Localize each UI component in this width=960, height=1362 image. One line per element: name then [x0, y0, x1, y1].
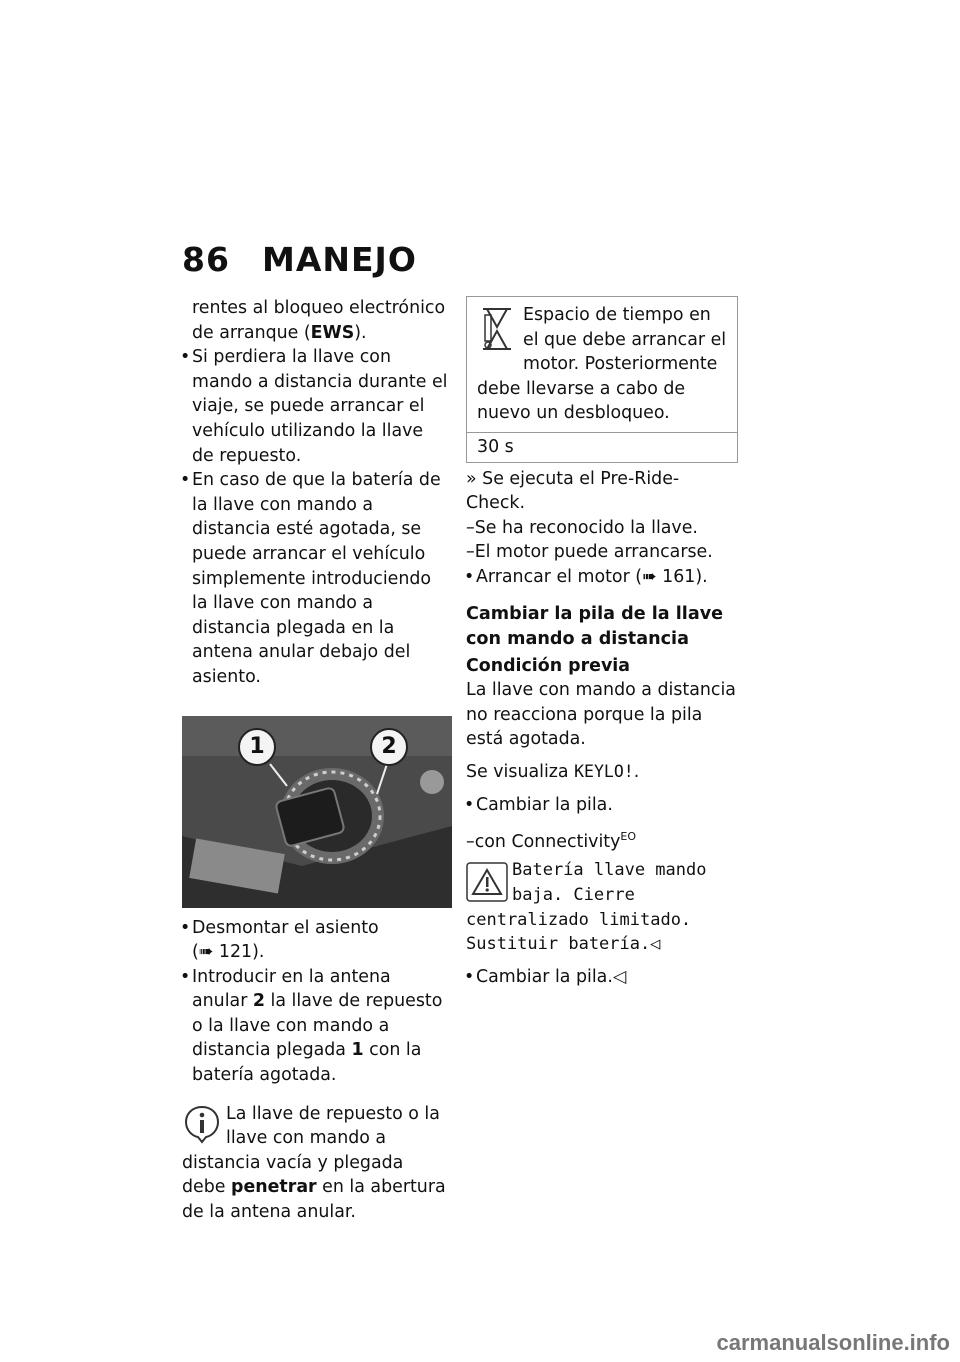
warning-text: Batería llave mando baja. Cierre centralizado limitado. Sustituir batería.◁ [466, 860, 707, 955]
info-text: La llave de repuesto o la llave con mando a distancia vacía y plegada debe penetrar en la abertura de la antena anular. [182, 1103, 446, 1223]
dash-key-recognized: –Se ha reconocido la llave. [466, 517, 698, 538]
display-line: Se visualiza KEYLO!. [466, 761, 640, 782]
condition-text: La llave con mando a distancia no reacciona porque la pila está agotada. [466, 680, 736, 750]
bullet-remove-seat: • Desmontar el asiento (➠ 121). [180, 917, 379, 963]
subheading: Condición previa [466, 655, 631, 676]
page-ref-arrow-icon: ➠ [198, 942, 214, 963]
bullet-insert-key: • Introducir en la antena anular 2 la llave de repuesto o la llave con mando a distancia plegada 1 con la batería agotada. [180, 966, 443, 1086]
section-heading: Cambiar la pila de la llave con mando a distancia [466, 603, 724, 649]
bullet-change-battery: • Cambiar la pila. [464, 794, 613, 815]
page-ref-arrow-icon: ➠ [642, 566, 657, 587]
box-text: Espacio de tiempo en el que debe arrancar el motor. Posteriormente debe llevarse a cabo de nuevo un desbloqueo. [477, 305, 727, 424]
box-time-value: 30 s [467, 432, 737, 462]
chapter-title: MANEJO [262, 240, 417, 279]
result-line: » Se ejecuta el Pre-Ride-Check. [466, 468, 680, 514]
connectivity-line: –con Connectivity$^{EO}$ [466, 830, 637, 852]
bullet-lost-key: • Si perdiera la llave con mando a distancia durante el viaje, se puede arrancar el vehículo utilizando la llave de repuesto. [180, 347, 448, 466]
warning-block [466, 858, 738, 956]
timer-icon [477, 305, 517, 353]
photo-illustration [182, 716, 452, 908]
dash-engine-start: –El motor puede arrancarse. [466, 542, 713, 563]
bullet-start-engine: • Arrancar el motor (➠ 161). [464, 566, 708, 587]
info-icon [182, 1104, 222, 1144]
info-note [182, 1102, 450, 1225]
intro-paragraph: rentes al bloqueo electrónico de arranque (EWS). [192, 298, 446, 343]
time-window-box [466, 296, 738, 463]
page-number: 86 [182, 240, 230, 279]
bullet-change-battery-end: • Cambiar la pila.◁ [464, 966, 627, 987]
seat-antenna-photo [182, 716, 452, 908]
callout-2: 2 [370, 728, 408, 766]
watermark: carmanualsonline.info [716, 1330, 950, 1355]
left-column [182, 296, 450, 1225]
right-column [466, 296, 738, 989]
bullet-battery-empty: • En caso de que la batería de la llave con mando a distancia esté agotada, se puede arrancar el vehículo simplemente introduciendo la llave con mando a distancia plegada en la antena anular debajo del asiento. [180, 470, 441, 687]
warning-icon [466, 862, 508, 902]
callout-1: 1 [238, 728, 276, 766]
